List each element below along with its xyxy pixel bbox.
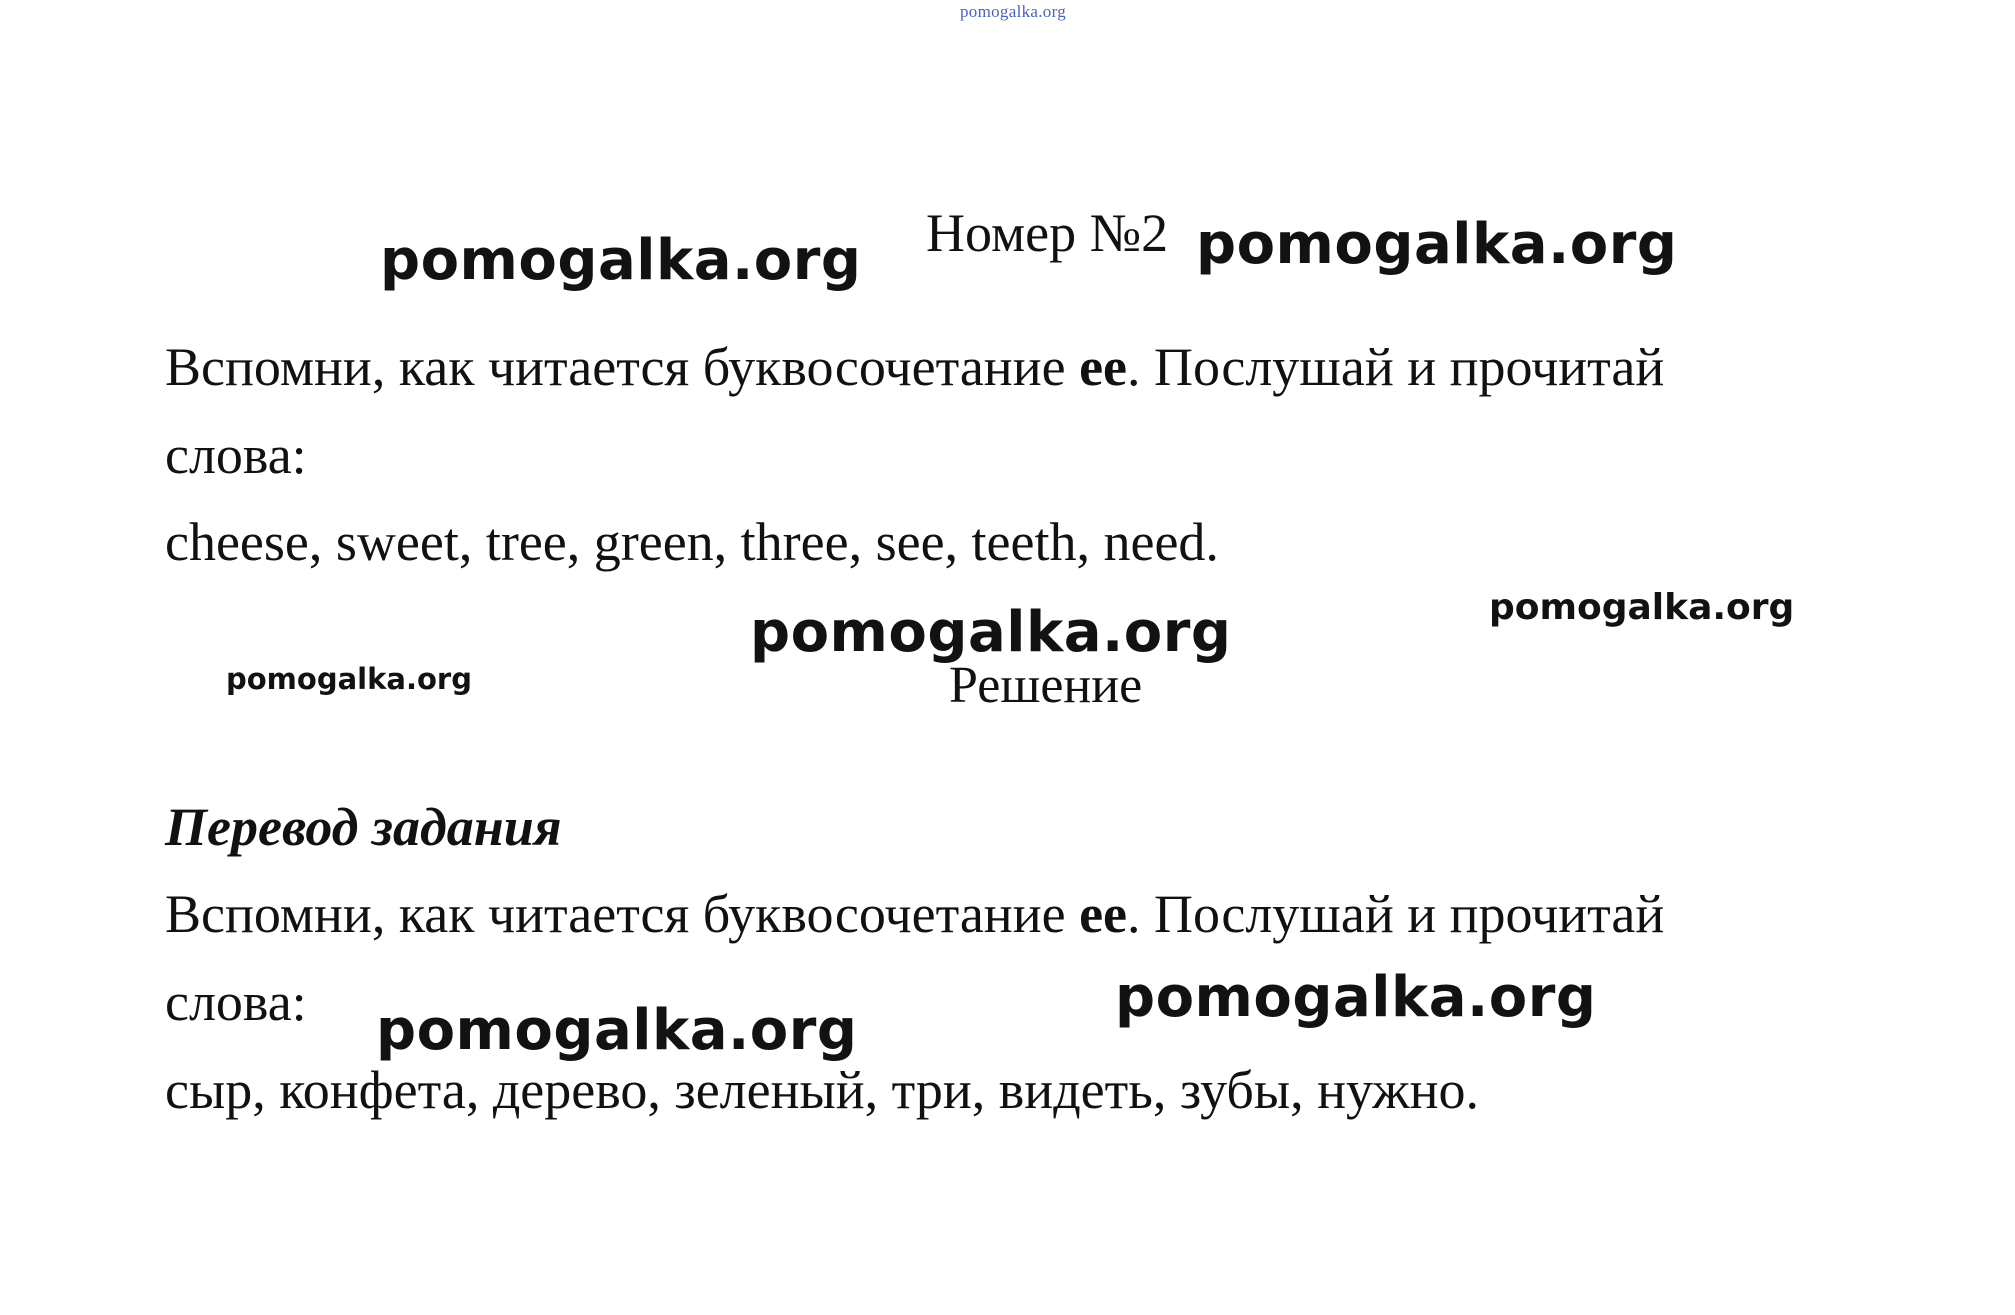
letter-combination: ee <box>1079 337 1128 397</box>
letter-combination: ee <box>1079 884 1128 944</box>
translation-instruction-line-2: слова: <box>165 972 307 1032</box>
word-list: cheese, sweet, tree, green, three, see, teeth, need. <box>165 512 1219 572</box>
watermark: pomogalka.org <box>226 662 472 696</box>
instruction-line-1: Вспомни, как читается буквосочетание ee. Послушай и прочитай <box>165 337 1665 397</box>
watermark: pomogalka.org <box>1489 587 1795 628</box>
watermark: pomogalka.org <box>1196 212 1678 277</box>
top-watermark: pomogalka.org <box>960 2 1067 21</box>
word-list-translation: сыр, конфета, дерево, зеленый, три, видеть, зубы, нужно. <box>165 1060 1480 1120</box>
translation-instruction-line-1: Вспомни, как читается буквосочетание ee. Послушай и прочитай <box>165 884 1665 944</box>
watermark: pomogalka.org <box>750 600 1232 665</box>
watermark: pomogalka.org <box>380 228 862 293</box>
solution-heading: Решение <box>949 657 1143 714</box>
exercise-title: Номер №2 <box>926 203 1169 263</box>
watermark: pomogalka.org <box>376 998 858 1063</box>
translation-heading: Перевод задания <box>165 797 562 857</box>
instruction-line-2: слова: <box>165 425 307 485</box>
watermark: pomogalka.org <box>1115 965 1597 1030</box>
